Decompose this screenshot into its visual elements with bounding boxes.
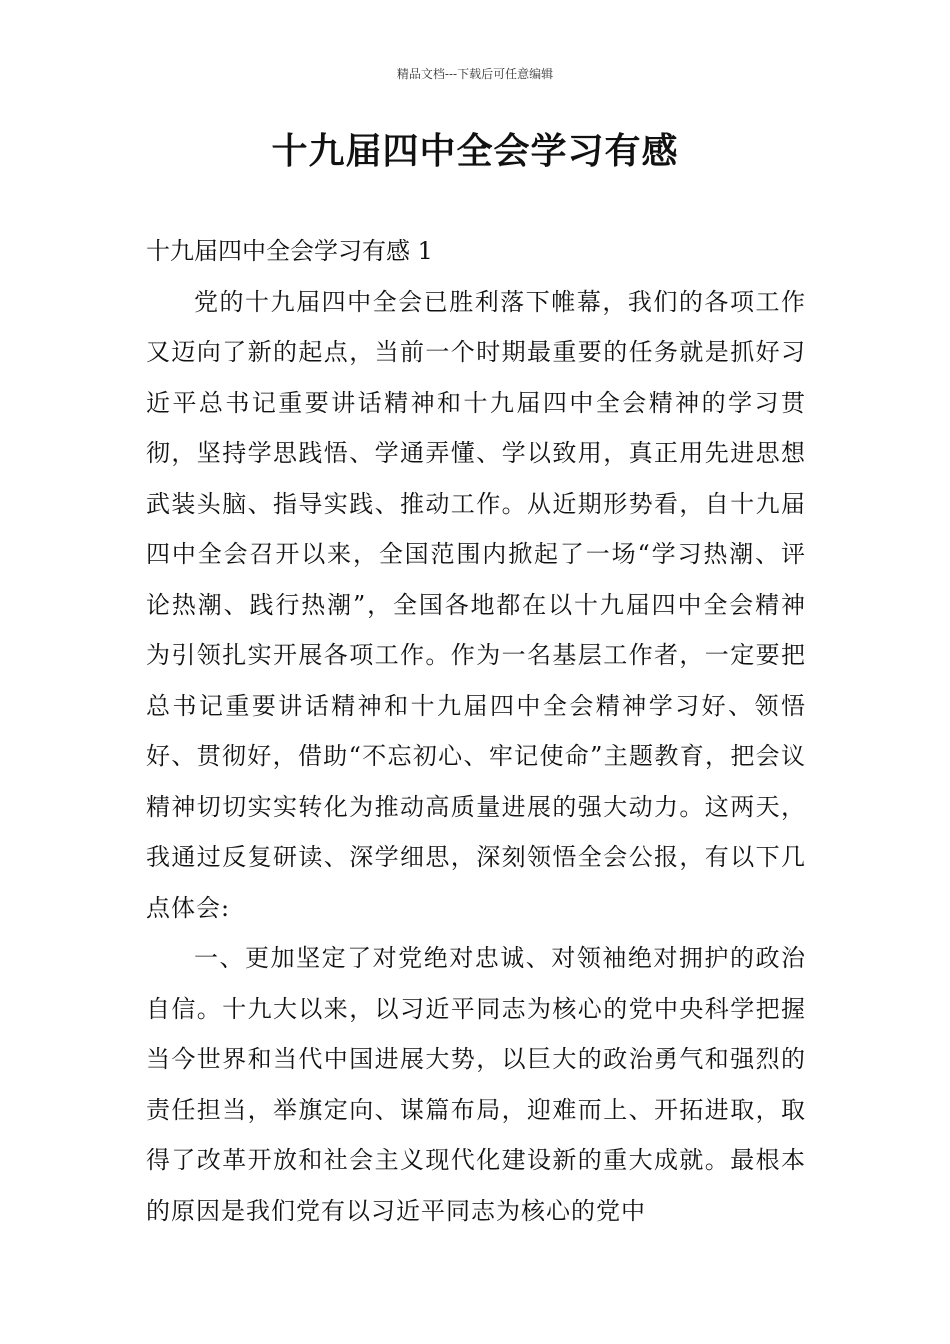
paragraph-intro: 党的十九届四中全会已胜利落下帷幕，我们的各项工作又迈向了新的起点，当前一个时期最重要的任务就是抓好习近平总书记重要讲话精神和十九届四中全会精神的学习贯彻，坚持学思践悟、学通弄懂、学以致用，真正用先进思想武装头脑、指导实践、推动工作。从近期形势看，自十九届四中全会召开以来，全国范围内掀起了一场“学习热潮、评论热潮、践行热潮”，全国各地都在以十九届四中全会精神为引领扎实开展各项工作。作为一名基层工作者，一定要把总书记重要讲话精神和十九届四中全会精神学习好、领悟好、贯彻好，借助“不忘初心、牢记使命”主题教育，把会议精神切切实实转化为推动高质量进展的强大动力。这两天，我通过反复研读、深学细思，深刻领悟全会公报，有以下几点体会: bbox=[146, 287, 806, 922]
document-body bbox=[146, 226, 806, 1236]
section-subtitle: 十九届四中全会学习有感 1 bbox=[146, 237, 433, 265]
header-note: 精品文档---下载后可任意编辑 bbox=[396, 67, 554, 81]
paragraph-point-one: 一、更加坚定了对党绝对忠诚、对领袖绝对拥护的政治自信。十九大以来，以习近平同志为核心的党中央科学把握当今世界和当代中国进展大势，以巨大的政治勇气和强烈的责任担当，举旗定向、谋篇布局，迎难而上、开拓进取，取得了改革开放和社会主义现代化建设新的重大成就。最根本的原因是我们党有以习近平同志为核心的党中 bbox=[146, 944, 806, 1225]
document-title: 十九届四中全会学习有感 bbox=[271, 131, 679, 172]
